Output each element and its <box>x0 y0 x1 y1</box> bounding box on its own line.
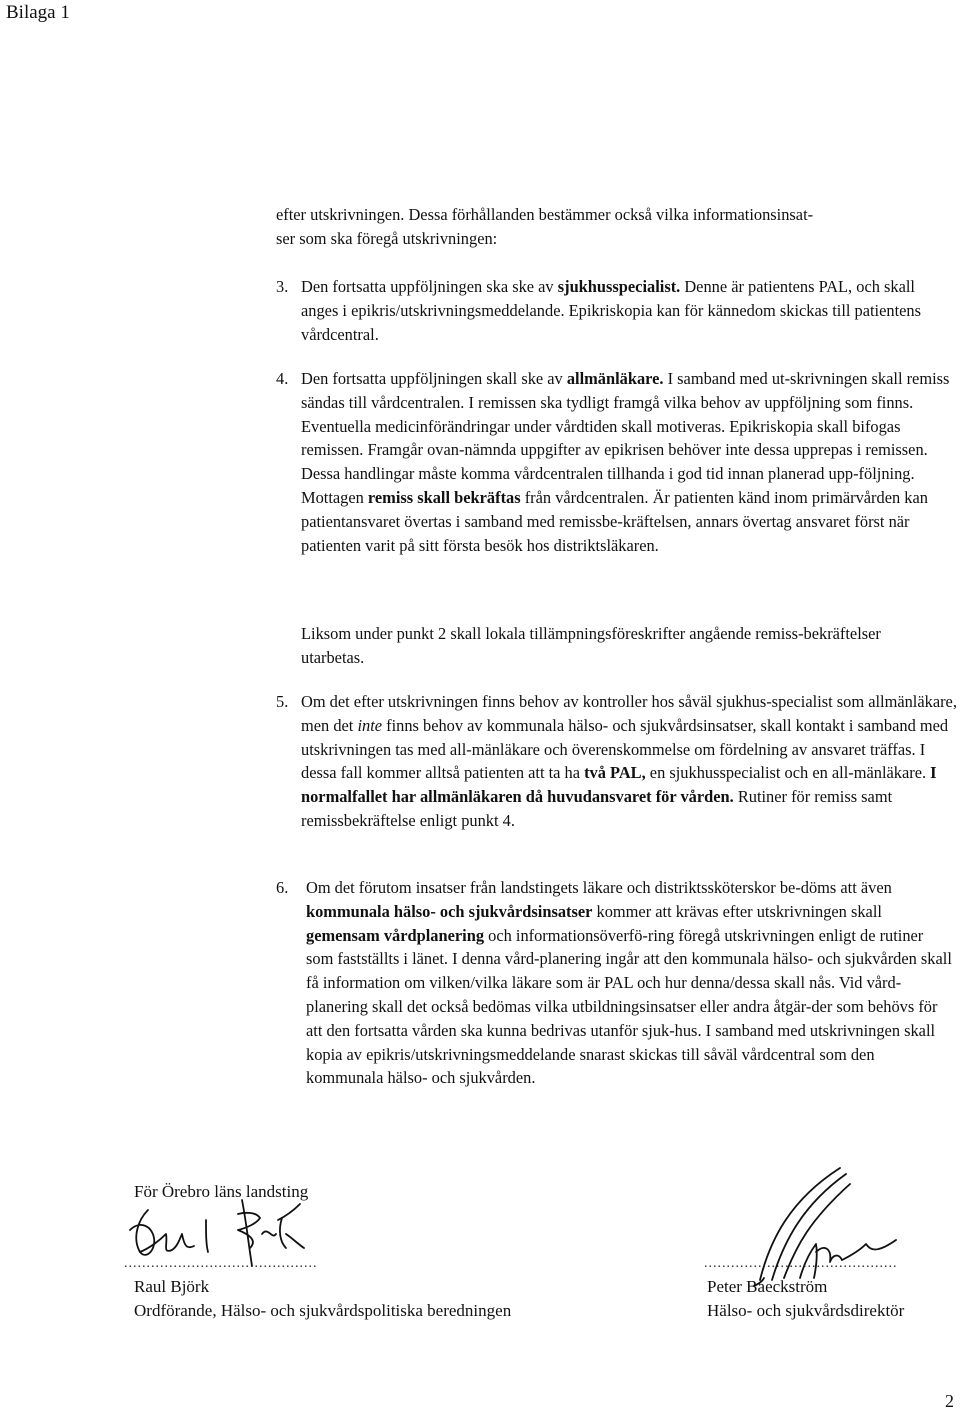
item-4-number: 4. <box>276 369 289 388</box>
item-6-number: 6. <box>276 878 289 897</box>
item-3-text-post: Denne är patientens PAL, och skall anges i epikris/utskrivningsmeddelande. Epikriskopia kan för kännedom skickas till patientens vårdcentral. <box>301 277 921 344</box>
attachment-label: Bilaga 1 <box>6 2 70 23</box>
item-4-note: Liksom under punkt 2 skall lokala tillämpningsföreskrifter angående remiss-bekräftelser utarbetas. <box>301 624 881 667</box>
item-5-text-2: finns behov av kommunala hälso- och sjukvårdsinsatser, skall kontakt i samband med utskrivningen tas med all-mänläkare och överenskommelse om fördelning av ansvaret träffas. I dessa fall kommer alltså patienten att ta ha <box>301 715 949 783</box>
signatory-title-right: Hälso- och sjukvårdsdirektör <box>707 1301 905 1320</box>
signatory-name-left: Raul Björk <box>134 1277 210 1296</box>
item-3-paragraph <box>301 275 941 346</box>
signature-line-left: ........................................... <box>124 1256 318 1271</box>
item-5-italic: inte <box>357 715 383 735</box>
item-6-text-3: och informationsöverfö-ring föregå utskrivningen enligt de rutiner som fastställts i länet. I denna vård-planering ingår att den kommunala hälso- och sjukvården skall få information om vilken/vilka läkare som är PAL och hur denna/dessa skall nås. Vid vård-planering skall det också bedömas vilka utbildningsinsatser eller andra åtgär-der som behövs för att den fortsatta vården ska kunna bedrivas utanför sjuk-hus. I samband med utskrivningen skall kopia av epikris/utskrivningsmeddelande snarast skickas till såväl vårdcentral som den kommunala hälso- och sjukvården. <box>306 925 952 1088</box>
intro-line-1: efter utskrivningen. Dessa förhållanden bestämmer också vilka informationsinsat- <box>276 205 814 224</box>
intro-line-2: ser som ska föregå utskrivningen: <box>276 228 498 248</box>
item-5-text-3: en sjukhusspecialist och en all-mänläkare. <box>645 763 931 783</box>
item-5-bold-1: två PAL, <box>584 763 646 783</box>
item-3-text-pre: Den fortsatta uppföljningen ska ske av <box>301 277 558 296</box>
item-5-number: 5. <box>276 692 289 711</box>
page-number: 2 <box>945 1391 954 1411</box>
item-6-bold-1: kommunala hälso- och sjukvårdsinsatser <box>306 901 593 921</box>
signature-organization: För Örebro läns landsting <box>134 1182 309 1201</box>
item-3-bold: sjukhusspecialist. <box>557 277 681 296</box>
signatory-title-left: Ordförande, Hälso- och sjukvårdspolitiska beredningen <box>134 1301 512 1320</box>
item-6-paragraph <box>306 876 954 1090</box>
item-6-text-1: Om det förutom insatser från landstingets läkare och distriktssköterskor be-döms att även <box>306 878 892 897</box>
item-5-bold-2: I normalfallet har allmänläkaren då huvudansvaret för vården. <box>301 763 937 807</box>
signatory-name-right: Peter Baeckström <box>707 1277 828 1296</box>
item-4-bold-2: remiss skall bekräftas <box>367 487 521 507</box>
item-4-text-post: från vårdcentralen. Är patienten känd inom primärvården kan patientansvaret övertas i samband med remissbe-kräftelsen, annars övertag ansvaret först när patienten varit på sitt första besök hos distriktsläkaren. <box>301 487 928 555</box>
item-5-paragraph <box>301 690 960 833</box>
item-4-paragraph <box>301 367 951 557</box>
item-3-number: 3. <box>276 277 289 296</box>
item-5-text-1: Om det efter utskrivningen finns behov av kontroller hos såväl sjukhus-specialist som allmänläkare, men det <box>301 692 957 735</box>
signature-line-right: ........................................... <box>704 1256 898 1271</box>
item-6-text-2: kommer att krävas efter utskrivningen skall <box>592 901 882 921</box>
item-4-text-mid: I samband med ut-skrivningen skall remiss sändas till vårdcentralen. I remissen ska tydligt framgå vilka behov av uppföljning som finns. Eventuella medicinförändringar under vårdtiden skall motiveras. Epikriskopia skall bifogas remissen. Framgår ovan-nämnda uppgifter av epikrisen behöver inte dessa upprepas i remissen. Dessa handlingar måste komma vårdcentralen tillhanda i god tid innan planerad upp-följning. Mottagen <box>301 369 950 507</box>
intro-paragraph <box>276 203 960 251</box>
item-5-text-4: Rutiner för remiss samt remissbekräftelse enligt punkt 4. <box>301 787 893 830</box>
item-6-bold-2: gemensam vårdplanering <box>306 925 485 945</box>
item-4-text-pre: Den fortsatta uppföljningen skall ske av <box>301 369 567 388</box>
item-4-bold-1: allmänläkare. <box>566 369 664 388</box>
